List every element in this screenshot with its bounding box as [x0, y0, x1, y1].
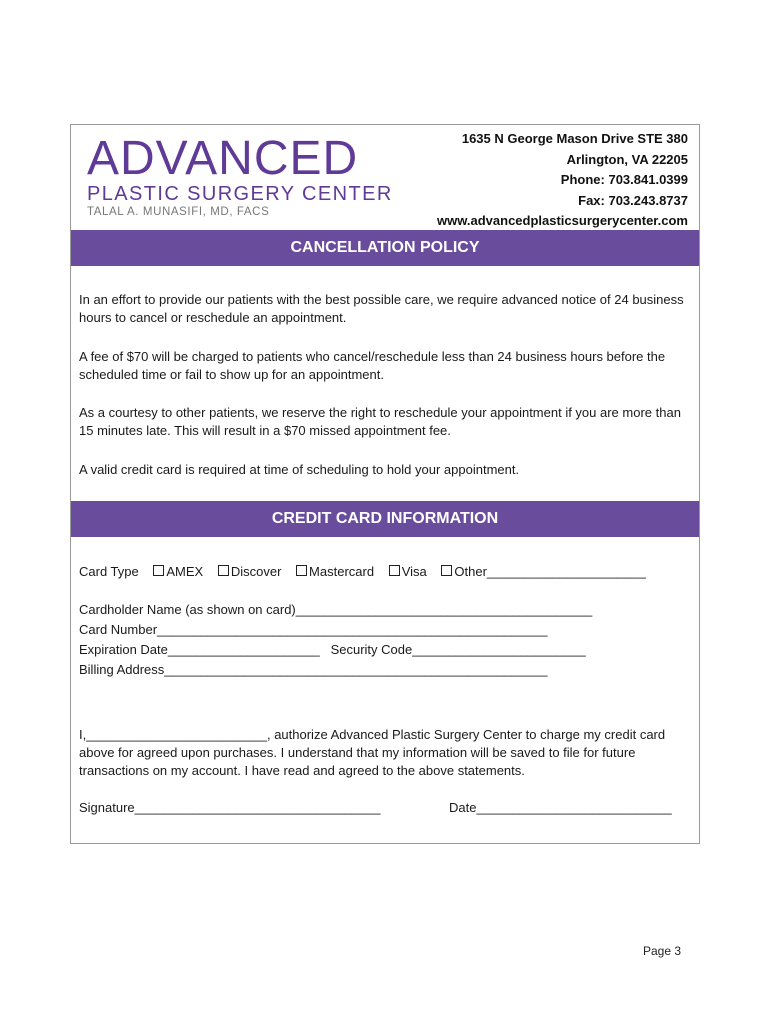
policy-paragraph: A fee of $70 will be charged to patients who cancel/reschedule less than 24 business hours before the scheduled time or fail to show up for an appointment. [79, 349, 666, 382]
logo-subtitle: PLASTIC SURGERY CENTER [87, 183, 393, 205]
security-code-field[interactable]: Security Code________________________ [330, 642, 586, 657]
clinic-address [437, 129, 688, 232]
cardholder-name-field[interactable]: Cardholder Name (as shown on card)_________________________________________ [79, 602, 593, 617]
mastercard-label: Mastercard [309, 564, 375, 579]
card-type-row [79, 563, 648, 581]
policy-paragraph: A valid credit card is required at time of scheduling to hold your appointment. [79, 462, 520, 477]
logo-title: ADVANCED [87, 132, 359, 185]
amex-label: AMEX [166, 564, 204, 579]
address-fax: Fax: 703.243.8737 [578, 192, 688, 208]
expiration-date-field[interactable]: Expiration Date_____________________ [79, 642, 320, 657]
other-field[interactable]: Other______________________ [454, 564, 646, 579]
mastercard-checkbox[interactable] [296, 565, 307, 576]
address-street: 1635 N George Mason Drive STE 380 [461, 131, 688, 146]
amex-checkbox[interactable] [153, 565, 164, 576]
policy-paragraph: In an effort to provide our patients with the best possible care, we require advanced notice of 24 business hours to cancel or reschedule an appointment. [79, 292, 684, 325]
policy-paragraph: As a courtesy to other patients, we reserve the right to reschedule your appointment if you are more than 15 minutes late. This will result in a $70 missed appointment fee. [79, 405, 681, 438]
discover-checkbox[interactable] [218, 565, 229, 576]
discover-label: Discover [230, 564, 282, 579]
address-website: www.advancedplasticsurgerycenter.com [437, 213, 688, 228]
visa-checkbox[interactable] [389, 565, 400, 576]
other-checkbox[interactable] [441, 565, 452, 576]
visa-label: Visa [401, 564, 427, 579]
address-city: Arlington, VA 22205 [566, 151, 688, 167]
card-number-field[interactable]: Card Number______________________________________________________ [79, 622, 548, 637]
card-type-label: Card Type [79, 564, 139, 579]
billing-address-field[interactable]: Billing Address_____________________________________________________ [79, 662, 548, 677]
date-field[interactable]: Date___________________________ [449, 800, 672, 815]
address-phone: Phone: 703.841.0399 [560, 172, 688, 187]
credit-card-heading: CREDIT CARD INFORMATION [71, 501, 699, 537]
signature-field[interactable]: Signature__________________________________ [79, 800, 381, 815]
clinic-logo [87, 133, 417, 221]
page-number: Page 3 [643, 944, 682, 958]
form-container [70, 124, 700, 844]
expiration-row [79, 640, 586, 660]
authorization-statement: I,_________________________, authorize Advanced Plastic Surgery Center to charge my credit card above for agreed upon purchases. I understand that my information will be saved to file for future transactions on my account. I have read and agreed to the above statements. [79, 727, 666, 778]
logo-doctor: TALAL A. MUNASIFI, MD, FACS [87, 206, 270, 218]
cancellation-policy-heading: CANCELLATION POLICY [71, 230, 699, 266]
